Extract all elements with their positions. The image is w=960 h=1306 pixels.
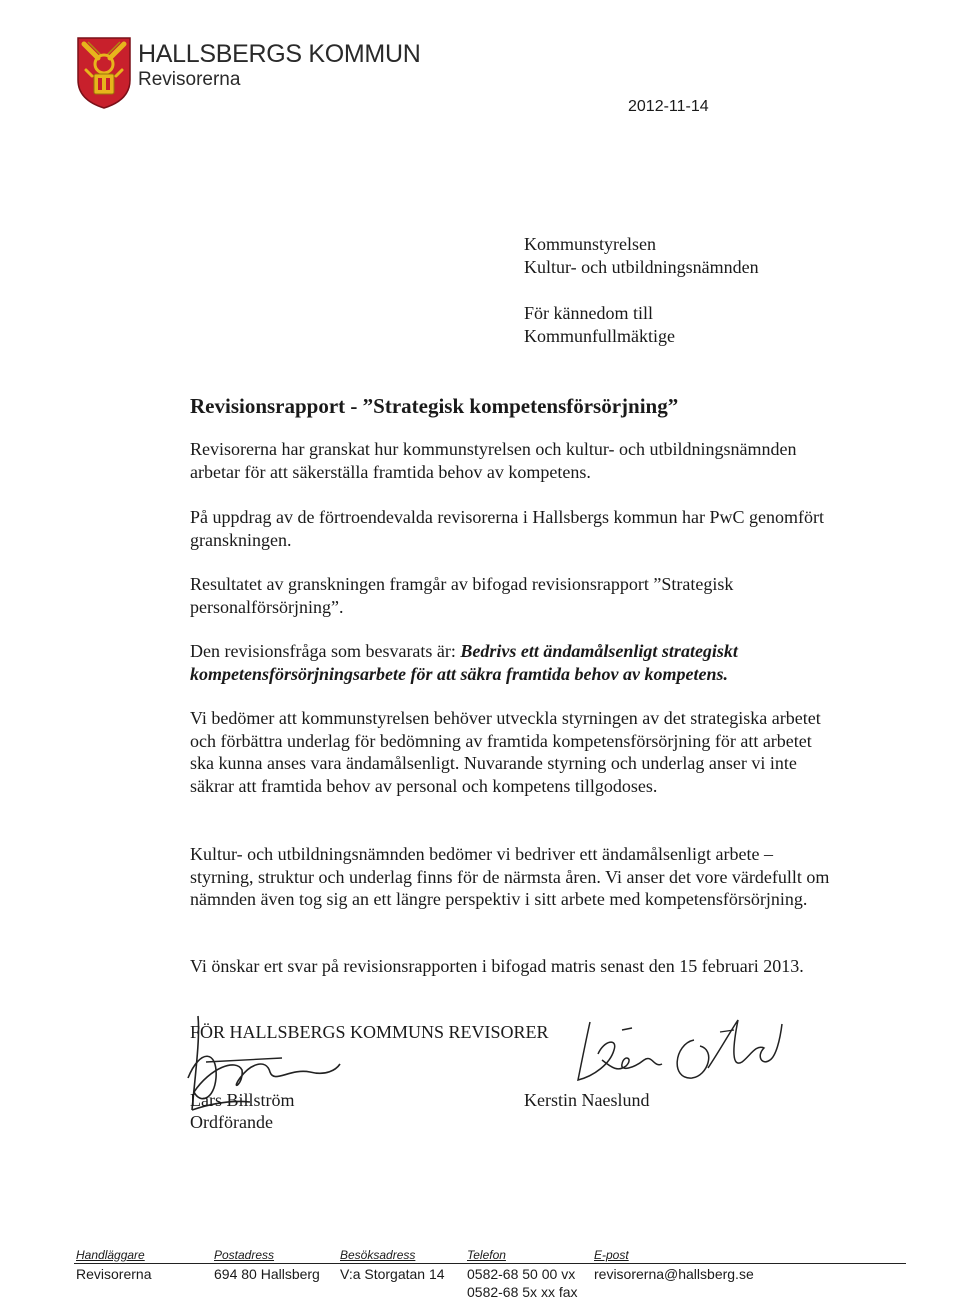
footer-value-besoksadress: V:a Storgatan 14 bbox=[340, 1266, 445, 1282]
signature-heading: FÖR HALLSBERGS KOMMUNS REVISORER bbox=[190, 1022, 549, 1042]
coat-of-arms-icon bbox=[76, 36, 132, 110]
recipient-line: Kommunstyrelsen bbox=[524, 234, 656, 254]
footer-divider bbox=[74, 1263, 906, 1264]
recipient-line: För kännedom till bbox=[524, 303, 653, 323]
audit-question: Bedrivs ett ändamålsenligt strategiskt kompetensförsörjningsarbete för att säkra framtida behov av kompetens. bbox=[190, 641, 738, 684]
signer-name: Kerstin Naeslund bbox=[524, 1090, 650, 1110]
footer-value-epost: revisorerna@hallsberg.se bbox=[594, 1266, 754, 1282]
body-paragraph: Vi önskar ert svar på revisionsrapporten i bifogad matris senast den 15 februari 2013. bbox=[190, 956, 804, 976]
body-paragraph: Revisorerna har granskat hur kommunstyrelsen och kultur- och utbildningsnämnden arbetar för att säkerställa framtida behov av kompetens. bbox=[190, 439, 797, 482]
footer-value-postadress: 694 80 Hallsberg bbox=[214, 1266, 320, 1282]
footer-label-besoksadress: Besöksadress bbox=[340, 1248, 416, 1262]
body-paragraph: På uppdrag av de förtroendevalda revisorerna i Hallsbergs kommun har PwC genomfört granskningen. bbox=[190, 507, 824, 550]
document-date: 2012-11-14 bbox=[628, 98, 709, 115]
footer-label-handlaggare: Handläggare bbox=[76, 1248, 145, 1262]
organization-unit: Revisorerna bbox=[138, 69, 241, 90]
recipient-line: Kommunfullmäktige bbox=[524, 326, 675, 346]
document-title: Revisionsrapport - ”Strategisk kompetensförsörjning” bbox=[190, 394, 679, 418]
recipient-line: Kultur- och utbildningsnämnden bbox=[524, 257, 759, 277]
body-paragraph: Kultur- och utbildningsnämnden bedömer vi bedriver ett ändamålsenligt arbete – styrning, struktur och underlag finns för de närmsta åren. Vi anser det vore värdefullt om nämnden även tog sig an ett längre perspektiv i sitt arbete med kompetensförsörjning. bbox=[190, 844, 830, 909]
footer-label-postadress: Postadress bbox=[214, 1248, 275, 1262]
footer-value-telefon: 0582-68 50 00 vx bbox=[467, 1266, 576, 1282]
footer-label-telefon: Telefon bbox=[467, 1248, 506, 1262]
footer-value-handlaggare: Revisorerna bbox=[76, 1266, 152, 1282]
body-paragraph: Vi bedömer att kommunstyrelsen behöver utveckla styrningen av det strategiska arbetet och förbättra underlag för bedömning av framtida kompetensförsörjning för att arbetet ska kunna anses vara ändamålsenligt. Nuvarande styrning och underlag anser vi inte säkrar att framtida behov av personal och kompetens tillgodoses. bbox=[190, 708, 821, 796]
signer-role: Ordförande bbox=[190, 1112, 273, 1132]
body-paragraph bbox=[190, 640, 830, 685]
question-lead: Den revisionsfråga som besvarats är: bbox=[190, 641, 461, 661]
body-paragraph: Resultatet av granskningen framgår av bifogad revisionsrapport ”Strategisk personalförsörjning”. bbox=[190, 574, 734, 617]
footer-label-epost: E-post bbox=[594, 1248, 629, 1262]
footer-value-fax: 0582-68 5x xx fax bbox=[467, 1284, 578, 1300]
signer-name: Lars Billström bbox=[190, 1090, 295, 1110]
organization-name: HALLSBERGS KOMMUN bbox=[138, 40, 421, 68]
